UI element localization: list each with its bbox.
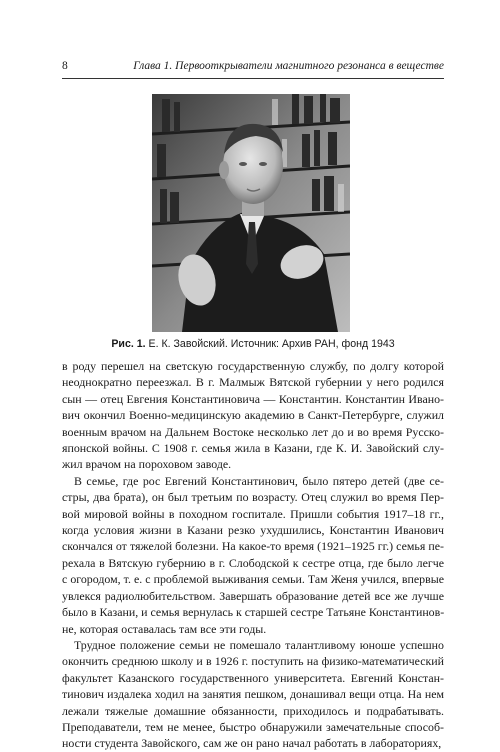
text-line: японской войны. С 1908 г. семья жила в Казани, где К. И. Завойский слу- xyxy=(62,441,444,456)
text-line: увлекся радиолюбительством. Завершать образование детей все же лучше xyxy=(62,588,444,603)
running-title: Глава 1. Первооткрыватели магнитного резонанса в веществе xyxy=(133,60,444,72)
page-number: 8 xyxy=(62,60,68,72)
text-line: скончался от тяжелой болезни. На какое-то время (1921–1925 гг.) семья пе- xyxy=(62,539,444,554)
text-line: не, которая оставалась там все эти годы. xyxy=(62,621,267,636)
text-line: Преподаватели, тем не менее, быстро обнаружили замечательные способ- xyxy=(62,719,444,734)
text-line: рехала в Вятскую губернию в г. Слободской к сестре отца, где было легче xyxy=(62,555,444,570)
text-line: вич окончил Военно-медицинскую академию в Санкт-Петербурге, служил xyxy=(62,408,444,423)
text-line: военным врачом на Дальнем Востоке несколько лет до и во время Русско- xyxy=(62,424,444,439)
text-line: стры, два брата), он был третьим по возрасту. Отец служил во время Пер- xyxy=(62,490,444,505)
text-line: с огородом, т. е. с проблемой выживания семьи. Там Женя учился, впервые xyxy=(62,572,444,587)
text-line: сын — отец Евгения Константиновича — Константин. Константин Ивано- xyxy=(62,391,444,406)
text-line: тинович издалека ходил на занятия пешком, донашивал вещи отца. На нем xyxy=(62,687,444,702)
text-line: было в Казани, и семья вернулась к старшей сестре Татьяне Константинов- xyxy=(62,605,444,620)
paragraph-first-line: В семье, где рос Евгений Константинович, было пятеро детей (две се- xyxy=(74,473,444,488)
text-line: жил врачом на пороховом заводе. xyxy=(62,457,232,472)
caption-text: Е. К. Завойский. Источник: Архив РАН, фонд 1943 xyxy=(148,338,395,350)
text-line: окончить среднюю школу и в 1926 г. поступить на физико-математический xyxy=(62,654,444,669)
portrait-photo xyxy=(152,94,350,332)
text-line: в роду перешел на светскую государственную службу, по долгу которой xyxy=(62,359,444,373)
text-line: факультет Казанского государственного университета. Евгений Констан- xyxy=(62,670,444,685)
text-line: когда условия жизни в Казани резко ухудшились, Константин Иванович xyxy=(62,523,444,538)
caption-label: Рис. 1. xyxy=(111,338,146,350)
text-line: вой мировой войны в походном госпитале. Пришли события 1917–18 гг., xyxy=(62,506,444,521)
text-line: ности студента Завойского, сам же он рано начал работать в лабораториях, xyxy=(62,736,442,751)
paragraph-first-line: Трудное положение семьи не помешало талантливому юноше успешно xyxy=(74,637,444,652)
text-line: лежали тяжелые домашние обязанности, приходилось и подрабатывать. xyxy=(62,703,444,718)
header-rule xyxy=(62,78,444,79)
body-text xyxy=(62,358,444,752)
figure-caption xyxy=(62,337,444,351)
text-line: неоднократно переезжал. В г. Малмыж Вятской губернии у него родился xyxy=(62,375,444,390)
running-header xyxy=(62,58,444,76)
